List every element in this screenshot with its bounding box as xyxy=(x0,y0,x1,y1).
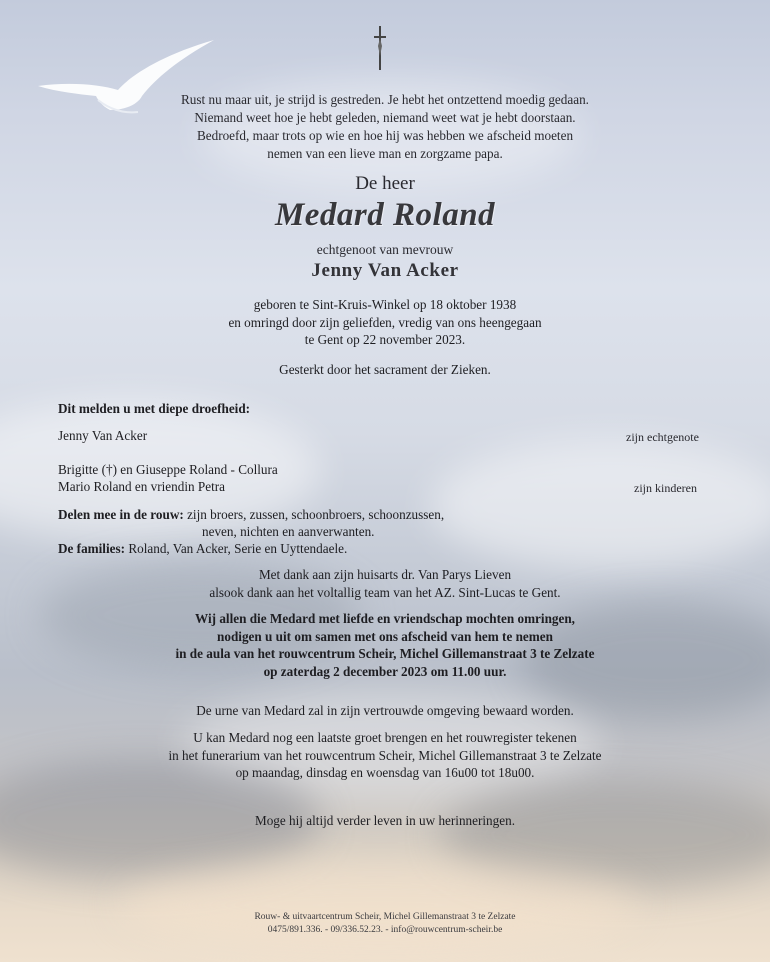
visit-line: op maandag, dinsdag en woensdag van 16u00 tot 18u00. xyxy=(235,765,535,780)
sacrament-line: Gesterkt door het sacrament der Zieken. xyxy=(279,362,491,377)
visit-line: U kan Medard nog een laatste groet brengen en het rouwregister tekenen xyxy=(193,730,577,745)
closing-line: Moge hij altijd verder leven in uw herinneringen. xyxy=(254,813,515,828)
families-text: Roland, Van Acker, Serie en Uyttendaele. xyxy=(125,541,348,556)
deceased-name: Medard Roland xyxy=(274,197,496,233)
verse-line: Niemand weet hoe je hebt geleden, niemand weet wat je hebt doorstaan. xyxy=(194,110,576,125)
mourning-label: Delen mee in de rouw: xyxy=(58,507,184,522)
spouse-intro: echtgenoot van mevrouw xyxy=(316,242,454,257)
birth-death-info xyxy=(0,296,770,349)
family-child: Brigitte (†) en Giuseppe Roland - Collura xyxy=(58,462,278,477)
spouse-role: zijn echtgenote xyxy=(626,430,699,444)
announce-heading: Dit melden u met diepe droefheid: xyxy=(58,401,251,416)
cloud xyxy=(430,440,770,570)
birth-death-line: te Gent op 22 november 2023. xyxy=(304,332,466,347)
invitation-line: nodigen u uit om samen met ons afscheid van hem te nemen xyxy=(217,628,553,644)
crucifix-icon xyxy=(373,26,387,70)
mourning-text: zijn broers, zussen, schoonbroers, schoonzussen, xyxy=(183,507,445,522)
invitation-line: Wij allen die Medard met liefde en vriendschap mochten omringen, xyxy=(195,611,575,626)
footer-line: Rouw- & uitvaartcentrum Scheir, Michel Gillemanstraat 3 te Zelzate xyxy=(254,912,516,922)
thanks-line: Met dank aan zijn huisarts dr. Van Parys Lieven xyxy=(258,567,512,582)
spouse-name: Jenny Van Acker xyxy=(311,260,459,281)
birth-death-line: geboren te Sint-Kruis-Winkel op 18 oktober 1938 xyxy=(253,297,517,312)
thanks xyxy=(0,566,770,601)
families-label: De families: xyxy=(58,541,126,556)
children-role: zijn kinderen xyxy=(634,481,697,495)
family-child: Mario Roland en vriendin Petra xyxy=(58,479,226,494)
verse xyxy=(0,91,770,163)
family-spouse: Jenny Van Acker xyxy=(58,428,148,443)
verse-line: nemen van een lieve man en zorgzame papa. xyxy=(267,146,503,161)
invitation-line: in de aula van het rouwcentrum Scheir, Michel Gillemanstraat 3 te Zelzate xyxy=(175,646,595,661)
verse-line: Rust nu maar uit, je strijd is gestreden. Je hebt het ontzettend moedig gedaan. xyxy=(181,92,589,107)
verse-line: Bedroefd, maar trots op wie en hoe hij was hebben we afscheid moeten xyxy=(196,128,574,143)
invitation xyxy=(0,610,770,680)
mourning-line: neven, nichten en aanverwanten. xyxy=(202,524,375,539)
mourning-line xyxy=(58,506,444,524)
visit-line: in het funerarium van het rouwcentrum Scheir, Michel Gillemanstraat 3 te Zelzate xyxy=(168,747,602,763)
thanks-line: alsook dank aan het voltallig team van het AZ. Sint-Lucas te Gent. xyxy=(209,584,561,600)
birth-death-line: en omringd door zijn geliefden, vredig van ons heengegaan xyxy=(228,314,542,330)
families-line xyxy=(58,540,347,558)
salutation: De heer xyxy=(355,173,415,194)
footer xyxy=(0,911,770,937)
invitation-line: op zaterdag 2 december 2023 om 11.00 uur. xyxy=(263,663,507,679)
urn-line: De urne van Medard zal in zijn vertrouwde omgeving bewaard worden. xyxy=(196,703,574,718)
visit-info xyxy=(0,729,770,782)
footer-line: 0475/891.336. - 09/336.52.23. - info@rouwcentrum-scheir.be xyxy=(267,925,503,935)
